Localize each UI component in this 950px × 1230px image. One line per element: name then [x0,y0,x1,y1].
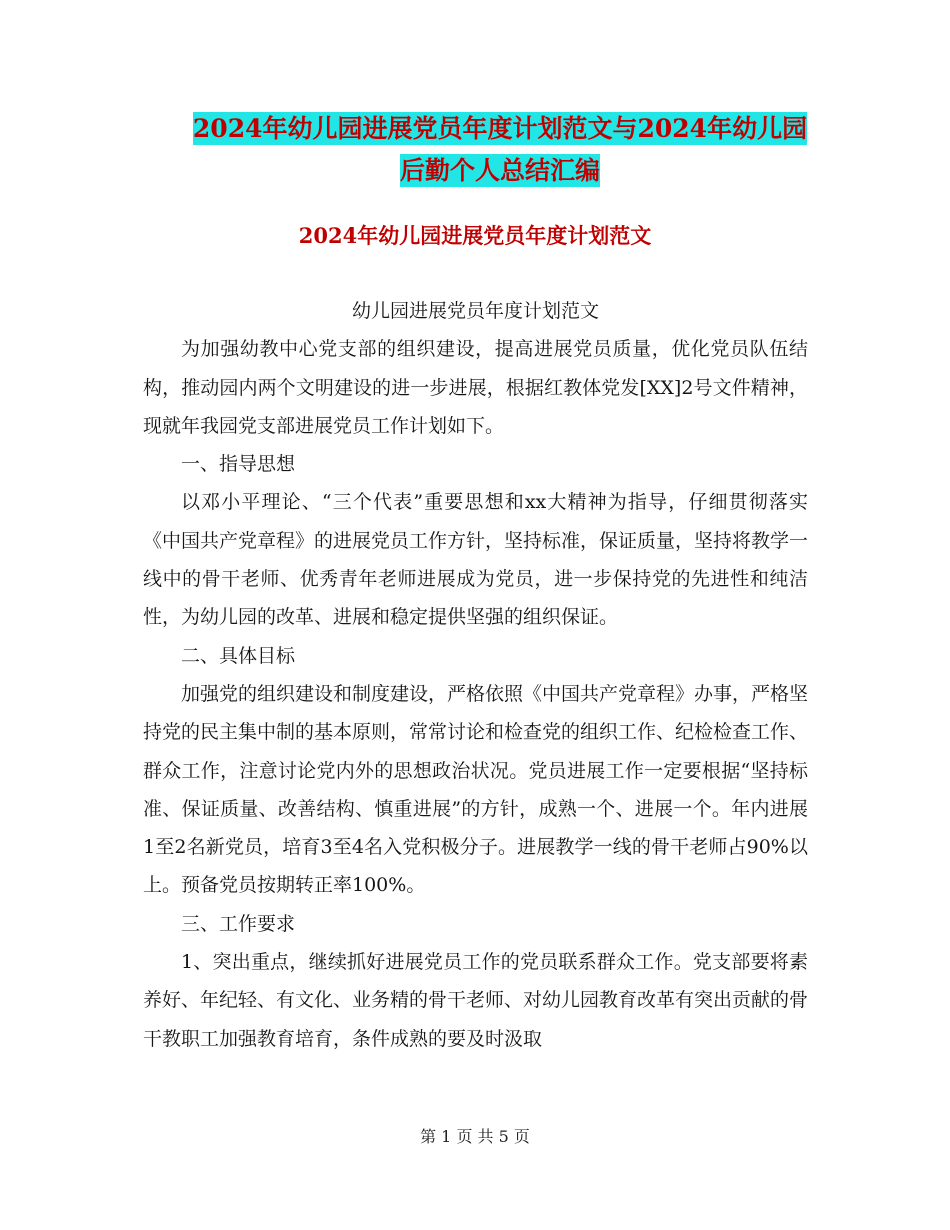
title-highlight: 2024年幼儿园进展党员年度计划范文与2024年幼儿园 [192,114,808,143]
section-title: 2024年幼儿园进展党员年度计划范文 [298,223,652,248]
heading-work-requirements: 三、工作要求 [181,912,296,935]
heading-guiding-ideology: 一、指导思想 [181,453,296,476]
paragraph-specific-goals: 加强党的组织建设和制度建设，严格依照《中国共产党章程》办事，严格坚持党的民主集中制的基本原则，常常讨论和检查党的组织工作、纪检检查工作、群众工作，注意讨论党内外的思想政治状况。党员进展工作一定要根据“坚持标准、保证质量、改善结构、慎重进展”的方针，成熟一个、进展一个。年内进展1至2名新党员，培育3至4名入党积极分子。进展教学一线的骨干老师占90%以上。预备党员按期转正率100%。 [143,682,809,897]
paragraph-guiding-ideology: 以邓小平理论、“三个代表”重要思想和xx大精神为指导，仔细贯彻落实《中国共产党章程》的进展党员工作方针，坚持标准，保证质量，坚持将教学一线中的骨干老师、优秀青年老师进展成为党员，进一步保持党的先进性和纯洁性，为幼儿园的改革、进展和稳定提供坚强的组织保证。 [143,491,809,629]
title-highlight: 后勤个人总结汇编 [399,156,600,185]
document-body [143,292,808,1058]
heading-specific-goals: 二、具体目标 [181,644,296,667]
paragraph-work-requirements: 1、突出重点，继续抓好进展党员工作的党员联系群众工作。党支部要将素养好、年纪轻、有文化、业务精的骨干老师、对幼儿园教育改革有突出贡献的骨干教职工加强教育培育，条件成熟的要及时汲取 [143,951,809,1050]
paragraph-intro: 为加强幼教中心党支部的组织建设，提高进展党员质量，优化党员队伍结构，推动园内两个文明建设的进一步进展，根据红教体党发[XX]2号文件精神，现就年我园党支部进展党员工作计划如下。 [143,338,808,437]
subtitle: 幼儿园进展党员年度计划范文 [351,300,599,322]
page-footer: 第 1 页 共 5 页 [420,1127,530,1146]
document-title-line-1 [140,108,860,150]
document-title-line-2 [140,150,860,192]
